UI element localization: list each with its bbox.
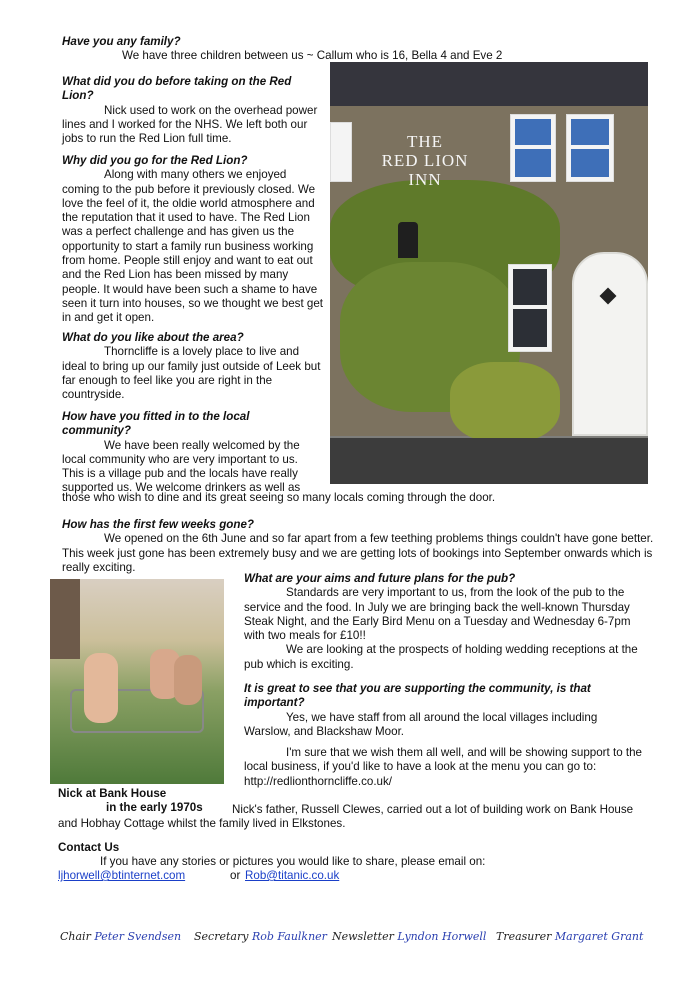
question-weeks: How has the first few weeks gone? xyxy=(62,518,254,531)
footer-secretary xyxy=(194,930,327,944)
newsletter-name: Lyndon Horwell xyxy=(397,930,487,943)
treasurer-role: Treasurer xyxy=(496,930,552,943)
child-figure-3 xyxy=(174,655,202,705)
footer-chair xyxy=(60,930,181,944)
lower-window xyxy=(508,264,552,352)
caption-line-1: Nick at Bank House xyxy=(58,787,167,800)
upper-window-left xyxy=(510,114,556,182)
question-aims: What are your aims and future plans for the pub? xyxy=(244,572,516,585)
section-before xyxy=(62,75,324,146)
section-family xyxy=(62,35,622,64)
nick-childhood-photo xyxy=(50,579,224,784)
white-door xyxy=(572,252,648,436)
email-link-1[interactable]: ljhorwell@btinternet.com xyxy=(58,869,186,882)
footer-newsletter xyxy=(332,930,486,944)
question-community: It is great to see that you are supporting the community, is that important? xyxy=(244,682,591,710)
caption-text-line-1: Nick's father, Russell Clewes, carried out a lot of building work on Bank House xyxy=(232,803,634,816)
menu-url[interactable]: http://redlionthorncliffe.co.uk/ xyxy=(244,774,393,788)
pub-sign xyxy=(370,132,480,206)
answer-fitted-part2: those who wish to dine and its great seeing so many locals coming through the door. xyxy=(62,491,496,504)
footer-treasurer xyxy=(496,930,643,944)
question-before: What did you do before taking on the Red Lion? xyxy=(62,75,292,103)
question-family: Have you any family? xyxy=(62,35,181,48)
chair-name: Peter Svendsen xyxy=(94,930,182,943)
section-community xyxy=(244,682,624,739)
question-why: Why did you go for the Red Lion? xyxy=(62,154,248,167)
sign-line-2: RED LION xyxy=(381,151,469,170)
answer-weeks: We opened on the 6th June and so far apart from a few teething problems things couldn't have gone better. This week just gone has been extremely busy and we are getting lots of bookings into September onwards which is really exciting. xyxy=(62,532,654,574)
secretary-name: Rob Faulkner xyxy=(251,930,327,943)
sign-line-1: THE xyxy=(406,132,444,151)
section-area xyxy=(62,331,324,402)
lantern-shape xyxy=(398,222,418,258)
sign-line-3: INN xyxy=(408,170,442,189)
email-link-2[interactable]: Rob@titanic.co.uk xyxy=(245,869,340,882)
caption-text-line-2: and Hobhay Cottage whilst the family lived in Elkstones. xyxy=(58,817,346,830)
ivy-lower xyxy=(450,362,560,442)
upper-window-right xyxy=(566,114,614,182)
door-diamond-window xyxy=(600,288,617,305)
contact-text: If you have any stories or pictures you would like to share, please email on: xyxy=(100,855,486,868)
answer-fitted-part1: We have been really welcomed by the local community who are very important to us. This is a village pub and the locals have really supported us. We welcome drinkers as well as xyxy=(62,438,301,495)
treasurer-name: Margaret Grant xyxy=(554,930,644,943)
roof-shape xyxy=(330,62,648,106)
contact-or: or xyxy=(230,869,241,882)
question-area: What do you like about the area? xyxy=(62,331,244,344)
answer-before: Nick used to work on the overhead power lines and I worked for the NHS. We left both our jobs to run the Red Lion full time. xyxy=(62,103,318,146)
answer-aims-1: Standards are very important to us, from the look of the pub to the service and the food. In July we are bringing back the well-known Thursday Steak Night, and the Early Bird Menu on a Tuesday and Wednesday 6-7pm with two meals for £10!! xyxy=(244,586,631,643)
answer-community: Yes, we have staff from all around the local villages including Warslow, and Blackshaw Moor. xyxy=(244,710,598,738)
contact-heading: Contact Us xyxy=(58,841,120,854)
ground-shape xyxy=(330,438,648,484)
secretary-role: Secretary xyxy=(194,930,249,943)
section-fitted xyxy=(62,410,320,496)
section-weeks xyxy=(62,518,662,575)
section-aims xyxy=(244,572,654,672)
closing-text: I'm sure that we wish them all well, and will be showing support to the local business, if you'd like to have a look at the menu you can go to: xyxy=(244,746,642,774)
child-figure-1 xyxy=(84,653,118,723)
section-why xyxy=(62,154,324,326)
answer-aims-2: We are looking at the prospects of holding wedding receptions at the pub which is exciting. xyxy=(244,643,638,671)
newsletter-role: Newsletter xyxy=(332,930,394,943)
question-fitted: How have you fitted in to the local community? xyxy=(62,410,250,438)
section-closing xyxy=(244,746,654,789)
upper-window-edge xyxy=(330,122,352,182)
answer-area: Thorncliffe is a lovely place to live and ideal to bring up our family just outside of Leek but far enough to feel like you are right in the countryside. xyxy=(62,345,321,402)
red-lion-inn-photo xyxy=(330,62,648,484)
answer-family: We have three children between us ~ Callum who is 16, Bella 4 and Eve 2 xyxy=(122,49,503,63)
chair-role: Chair xyxy=(60,930,91,943)
building-edge-shape xyxy=(50,579,80,659)
answer-why: Along with many others we enjoyed coming to the pub before it previously closed. We love the feel of it, the oldie world atmosphere and the reputation that it used to have. The Red Lion was a perfect challenge and has given us the opportunity to start a family run business working from home. People still enjoy and want to eat out and the Red Lion has been missed by many people. It would have been such a shame to have seen it turn into houses, so we thought we best get in and get it open. xyxy=(62,168,324,325)
caption-line-2: in the early 1970s xyxy=(106,801,203,814)
